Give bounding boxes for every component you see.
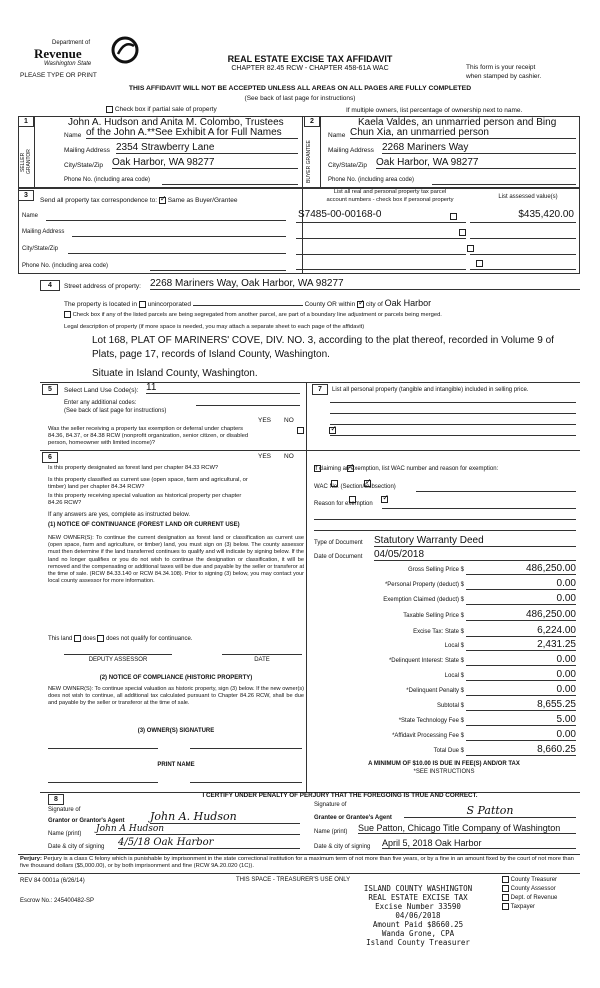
copy-dor-checkbox[interactable]	[502, 894, 509, 901]
this-land-label: This land	[48, 636, 73, 643]
unincorporated-checkbox[interactable]	[139, 301, 146, 308]
amount-value-total[interactable]: 8,660.25	[466, 744, 576, 756]
amount-label-tech-fee: *State Technology Fee $	[398, 718, 464, 724]
seller-phone-label: Phone No. (including area code)	[64, 177, 151, 183]
exemption-question: Was the seller receiving a property tax exemption or deferral under chapters 84.36, 84.37, or 84.38 RCW (nonprofit organization, senior citizen, or disabled person, homeowner with limited income)?	[48, 426, 249, 446]
amount-value-personal[interactable]: 0.00	[466, 578, 576, 590]
multiple-owners-note: If multiple owners, list percentage of ownership next to name.	[346, 107, 523, 114]
grantor-name-label: Name (print)	[48, 831, 82, 837]
doc-type-label: Type of Document	[314, 540, 363, 546]
copy-assessor-label: County Assessor	[510, 886, 556, 893]
legal-label: Legal description of property (if more space is needed, you may attach a separate sheet to each page of the affidavit)	[64, 324, 365, 330]
seller-name-line-1[interactable]: John A. Hudson and Anita M. Colombo, Trustees	[68, 117, 284, 128]
located-label: The property is located in	[64, 301, 137, 308]
historic-no-checkbox[interactable]	[381, 496, 388, 503]
escrow-label: Escrow No.:	[20, 898, 53, 904]
treasurer-space-label: THIS SPACE - TREASURER'S USE ONLY	[236, 877, 351, 883]
s6-no-header: NO	[284, 453, 294, 460]
legal-description[interactable]: Lot 168, PLAT OF MARINERS' COVE, DIV. NO. 3, according to the plat thereof, recorded in Volume 9 of Plats, page 17, records of Island County, Washington.	[92, 335, 554, 360]
doc-date-value[interactable]: 04/05/2018	[374, 549, 576, 561]
receipt-note-2: when stamped by cashier.	[466, 73, 542, 80]
amount-value-penalty[interactable]: 0.00	[466, 684, 576, 696]
buyer-mailing-label: Mailing Address	[328, 147, 374, 154]
deputy-assessor-label: DEPUTY ASSESSOR	[88, 657, 148, 663]
same-as-buyer-checkbox[interactable]	[159, 197, 166, 204]
stamp-line-1: ISLAND COUNTY WASHINGTON	[363, 884, 473, 893]
type-or-print: PLEASE TYPE OR PRINT	[20, 72, 97, 79]
seller-name-label: Name	[64, 132, 82, 139]
forest-question: Is this property designated as forest land per chapter 84.33 RCW?	[48, 465, 219, 471]
street-value[interactable]: 2268 Mariners Way, Oak Harbor, WA 98277	[150, 278, 580, 290]
does-not-label: does not qualify for continuance.	[106, 636, 193, 643]
receipt-note-1: This form is your receipt	[466, 64, 536, 71]
amount-value-subtotal[interactable]: 8,655.25	[466, 699, 576, 711]
does-label: does	[82, 636, 96, 643]
amount-value-tech-fee[interactable]: 5.00	[466, 714, 576, 726]
does-qualify-checkbox[interactable]	[74, 635, 81, 642]
treasurer-stamp	[350, 884, 486, 947]
grantee-date-label: Date & city of signing	[314, 844, 371, 850]
grantor-agent-label: Grantor or Grantor's Agent	[48, 818, 125, 824]
seller-name-line-2[interactable]: of the John A.**See Exhibit A for Full Names	[86, 127, 298, 139]
amount-label-interest-local: Local $	[444, 673, 464, 679]
doc-type-value[interactable]: Statutory Warranty Deed	[374, 535, 576, 547]
amount-value-exemption[interactable]: 0.00	[466, 593, 576, 605]
county-or-label: County OR within	[304, 301, 356, 308]
parcel-2-personal-checkbox[interactable]	[459, 229, 466, 236]
seller-side-label: SELLER GRANTOR	[20, 149, 32, 175]
buyer-name-line-2[interactable]: Chun Xia, an unmarried person	[350, 127, 576, 139]
amount-label-excise-local: Local $	[444, 643, 464, 649]
perjury-text: Perjury is a class C felony which is punishable by imprisonment in the state correctional institution for a maximum term of not more than five years, or by a fine in an amount fixed by the court of not more than five thousand dollars ($5,000.00), or by both imprisonment and fine (RCW 9A.20.020 (1C)).	[20, 856, 574, 870]
partial-sale-label: Check box if partial sale of property	[114, 106, 217, 114]
parcel-list-header-1: List all real and personal property tax parcel	[333, 189, 447, 195]
seller-mailing-label: Mailing Address	[64, 147, 110, 154]
copy-treasurer-label: County Treasurer	[510, 877, 558, 884]
grantor-sig-label: Signature of	[48, 807, 81, 813]
personal-property-label: List all personal property (tangible and intangible) included in selling price.	[332, 387, 529, 393]
amount-label-exemption: Exemption Claimed (deduct) $	[383, 597, 464, 603]
section-2-number: 2	[304, 116, 320, 127]
stamp-line-5: Amount Paid $8660.25	[372, 920, 464, 929]
amount-value-taxable[interactable]: 486,250.00	[466, 609, 576, 621]
amount-label-total: Total Due $	[433, 748, 464, 754]
stamp-line-4: 04/06/2018	[395, 911, 441, 920]
unincorporated-label: unincorporated	[147, 301, 191, 308]
parcel-number-1[interactable]: S7485-00-00168-0	[298, 209, 382, 220]
escrow-value: 245400482-SP	[54, 898, 95, 904]
grantor-name-print[interactable]: John A Hudson	[96, 824, 300, 835]
location-row	[64, 298, 431, 308]
wac-label: WAC No. (Section/Subsection)	[314, 484, 396, 490]
grantee-name-print[interactable]: Sue Patton, Chicago Title Company of Washington	[358, 823, 576, 834]
dor-logo	[32, 36, 142, 76]
historic-question: Is this property receiving special valuation as historical property per chapter 84.26 RCW?	[48, 493, 242, 506]
city-of-value[interactable]: Oak Harbor	[384, 298, 432, 308]
stamp-line-6: Wanda Grone, CPA	[381, 929, 455, 938]
form-chapter: CHAPTER 82.45 RCW - CHAPTER 458-61A WAC	[231, 65, 389, 72]
perjury-label: Perjury:	[20, 856, 42, 862]
buyer-city-value[interactable]: Oak Harbor, WA 98277	[376, 157, 576, 169]
s3-phone-label: Phone No. (including area code)	[22, 263, 109, 269]
amount-label-gross: Gross Selling Price $	[407, 567, 464, 573]
seller-city-value[interactable]: Oak Harbor, WA 98277	[112, 157, 298, 169]
section-4-number: 4	[40, 280, 60, 291]
section-1-number: 1	[18, 116, 34, 127]
boundary-note: Check box if any of the listed parcels are being segregated from another parcel, are part of a boundary line adjustment or parcels being merged.	[72, 312, 442, 319]
copy-taxpayer-checkbox[interactable]	[502, 903, 509, 910]
grantee-signature[interactable]: S Patton	[404, 804, 576, 818]
compliance-title: (2) NOTICE OF COMPLIANCE (HISTORIC PROPERTY)	[99, 675, 253, 681]
form-title: REAL ESTATE EXCISE TAX AFFIDAVIT	[227, 54, 393, 64]
amount-label-personal: *Personal Property (deduct) $	[384, 582, 464, 588]
copy-treasurer-checkbox[interactable]	[502, 876, 509, 883]
amount-value-interest-state[interactable]: 0.00	[466, 654, 576, 666]
exemption-claim-label: If claiming an exemption, list WAC number and reason for exemption:	[314, 466, 499, 472]
warning-banner: THIS AFFIDAVIT WILL NOT BE ACCEPTED UNLESS ALL AREAS ON ALL PAGES ARE FULLY COMPLETED	[128, 85, 472, 92]
s3-city-label: City/State/Zip	[22, 246, 59, 252]
seller-city-label: City/State/Zip	[64, 162, 104, 169]
parcel-list-header-2: account numbers - check box if personal property	[326, 197, 454, 203]
form-revision: REV 84 0001a (6/26/14)	[20, 878, 85, 884]
dor-swirl-icon	[110, 36, 140, 64]
escrow-row	[20, 898, 94, 904]
amount-value-processing-fee[interactable]: 0.00	[466, 729, 576, 741]
buyer-mailing-value[interactable]: 2268 Mariners Way	[382, 142, 576, 154]
logo-dept-line: Department of	[52, 40, 91, 46]
amount-label-excise-state: Excise Tax: State $	[413, 629, 464, 635]
grantor-date-label: Date & city of signing	[48, 844, 105, 850]
amount-value-excise-local[interactable]: 2,431.25	[466, 639, 576, 651]
see-instructions-note: *SEE INSTRUCTIONS	[413, 769, 475, 775]
copy-distribution	[502, 876, 557, 912]
stamp-line-2: REAL ESTATE EXCISE TAX	[368, 893, 468, 902]
buyer-name-line-1[interactable]: Kaela Valdes, an unmarried person and Bing	[358, 117, 557, 128]
assessed-value-1[interactable]: $435,420.00	[518, 209, 574, 220]
amount-label-penalty: *Delinquent Penalty $	[406, 688, 464, 694]
parcel-4-personal-checkbox[interactable]	[476, 260, 483, 267]
additional-codes-label: Enter any additional codes:	[64, 400, 137, 406]
same-as-buyer-label: Same as Buyer/Grantee	[167, 197, 238, 205]
send-correspondence-row	[40, 197, 237, 204]
section-6-number: 6	[42, 452, 58, 463]
doc-date-label: Date of Document	[314, 554, 363, 560]
if-yes-note: If any answers are yes, complete as instructed below.	[48, 512, 191, 518]
buyer-name-label: Name	[328, 132, 346, 139]
current-use-question: Is this property classified as current use (open space, farm and agricultural, or timber) land per chapter 84.34 RCW?	[48, 477, 248, 490]
grantee-date-city[interactable]: April 5, 2018 Oak Harbor	[382, 838, 576, 849]
partial-sale-row	[106, 106, 217, 113]
copy-taxpayer-label: Taxpayer	[510, 904, 535, 911]
logo-revenue: Revenue	[34, 46, 82, 61]
compliance-text: NEW OWNER(S): To continue special valuation as historic property, sign (3) below. If the new owner(s) does not wish to continue, all additional tax calculated pursuant to Chapter 84.26 RCW, shall be due and payable by the seller or transferor at the time of sale.	[48, 686, 304, 707]
land-use-label: Select Land Use Code(s):	[64, 387, 139, 394]
see-back-note: (See back of last page for instructions)	[244, 95, 356, 102]
section-5-number: 5	[42, 384, 58, 395]
stamp-line-3: Excise Number 33590	[375, 902, 461, 911]
street-label: Street address of property:	[64, 283, 141, 290]
reason-label: Reason for exemption	[314, 501, 373, 507]
s3-name-label: Name	[22, 213, 39, 219]
additional-codes-note: (See back of last page for instructions)	[64, 408, 167, 414]
grantee-sig-label: Signature of	[314, 802, 347, 808]
logo-state: Washington State	[44, 61, 92, 67]
copy-dor-label: Dept. of Revenue	[510, 895, 558, 902]
qualify-row	[48, 635, 192, 642]
exemption-no-checkbox[interactable]	[329, 427, 336, 434]
stamp-line-7: Island County Treasurer	[366, 938, 470, 947]
send-correspondence-label: Send all property tax correspondence to:	[40, 197, 158, 205]
city-of-label: city of	[365, 301, 383, 308]
copy-assessor-checkbox[interactable]	[502, 885, 509, 892]
amount-label-subtotal: Subtotal $	[436, 703, 464, 709]
grantee-name-label: Name (print)	[314, 829, 348, 835]
print-name-label: PRINT NAME	[157, 762, 195, 768]
section-3-number: 3	[18, 190, 34, 201]
owner-signature-title: (3) OWNER(S) SIGNATURE	[137, 728, 215, 734]
assessed-header: List assessed value(s)	[498, 194, 558, 200]
amount-value-interest-local[interactable]: 0.00	[466, 669, 576, 681]
minimum-fee-note: A MINIMUM OF $10.00 IS DUE IN FEE(S) AND/OR TAX	[368, 761, 520, 767]
seller-mailing-value[interactable]: 2354 Strawberry Lane	[116, 142, 298, 154]
does-not-qualify-checkbox[interactable]	[97, 635, 104, 642]
assessor-date-label: DATE	[254, 657, 270, 663]
grantor-signature[interactable]: John A. Hudson	[150, 810, 300, 824]
perjury-notice	[20, 856, 578, 870]
partial-sale-checkbox[interactable]	[106, 106, 113, 113]
continuance-text: NEW OWNER(S): To continue the current designation as forest land or classification as current use (open space, farm and agriculture, or timber) land, you must sign on (3) below. The county assessor must then determine if the land transferred continues to qualify and will indicate by signing below. If the land no longer qualifies or you do not wish to continue the designation or classification, it will be removed and the compensating or additional taxes will be due and payable by the seller or transferor at the time of sale. (RCW 84.33.140 or RCW 84.34.108). Prior to signing (3) below, you may contact your local county assessor for more information.	[48, 535, 304, 585]
boundary-checkbox[interactable]	[64, 311, 71, 318]
situate-line[interactable]: Situate in Island County, Washington.	[92, 368, 258, 379]
amount-value-excise-state[interactable]: 6,224.00	[466, 625, 576, 637]
boundary-row	[64, 311, 442, 318]
amount-label-taxable: Taxable Selling Price $	[403, 613, 464, 619]
buyer-city-label: City/State/Zip	[328, 162, 368, 169]
amount-label-processing-fee: *Affidavit Processing Fee $	[392, 733, 464, 739]
certify-statement: I CERTIFY UNDER PENALTY OF PERJURY THAT THE FOREGOING IS TRUE AND CORRECT.	[202, 792, 478, 799]
buyer-side-label: BUYER GRANTEE	[306, 140, 312, 184]
s5-yes-header: YES	[258, 417, 272, 424]
s5-no-header: NO	[284, 417, 294, 424]
continuance-title: (1) NOTICE OF CONTINUANCE (FOREST LAND OR CURRENT USE)	[48, 522, 240, 528]
s6-yes-header: YES	[258, 453, 272, 460]
parcel-3-personal-checkbox[interactable]	[467, 245, 474, 252]
buyer-phone-label: Phone No. (including area code)	[328, 177, 415, 183]
grantor-date-city[interactable]: 4/5/18 Oak Harbor	[118, 837, 300, 849]
s3-mailing-label: Mailing Address	[22, 229, 65, 235]
amount-label-interest-state: *Delinquent Interest: State $	[388, 658, 464, 664]
section-7-number: 7	[312, 384, 328, 395]
amount-value-gross[interactable]: 486,250.00	[466, 563, 576, 575]
parcel-1-personal-checkbox[interactable]	[450, 213, 457, 220]
section-8-number: 8	[48, 794, 64, 805]
grantee-agent-label: Grantee or Grantee's Agent	[314, 815, 392, 821]
within-city-checkbox[interactable]	[357, 301, 364, 308]
land-use-value[interactable]: 11	[146, 382, 300, 394]
exemption-yes-checkbox[interactable]	[297, 427, 304, 434]
